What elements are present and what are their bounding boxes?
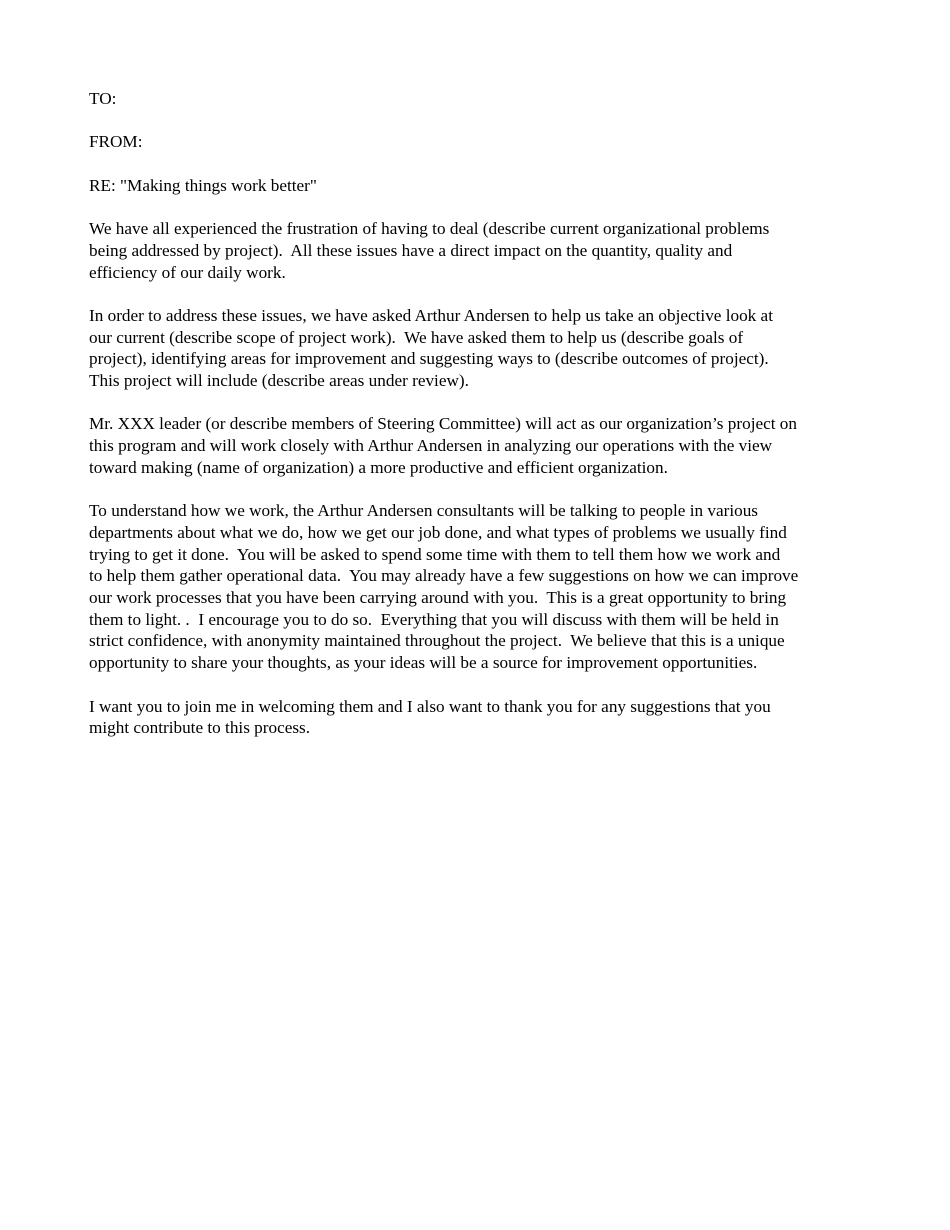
paragraph-closing bbox=[89, 696, 869, 739]
paragraph-line: departments about what we do, how we get our job done, and what types of problems we usually find bbox=[89, 522, 787, 542]
paragraph-line: toward making (name of organization) a more productive and efficient organization. bbox=[89, 457, 668, 477]
spacer bbox=[89, 479, 869, 501]
spacer bbox=[89, 110, 869, 132]
paragraph-line: opportunity to share your thoughts, as your ideas will be a source for improvement opportunities. bbox=[89, 653, 758, 673]
paragraph-line: to help them gather operational data. You may already have a few suggestions on how we can improve bbox=[89, 566, 799, 586]
spacer bbox=[89, 283, 869, 305]
paragraph-line: might contribute to this process. bbox=[89, 718, 311, 738]
paragraph-consultant-process bbox=[89, 500, 869, 674]
spacer bbox=[89, 674, 869, 696]
paragraph-line: them to light. . I encourage you to do so. Everything that you will discuss with them will be held in bbox=[89, 609, 779, 629]
subject-line: RE: "Making things work better" bbox=[89, 175, 317, 195]
paragraph-line: This project will include (describe areas under review). bbox=[89, 371, 469, 391]
paragraph-line: To understand how we work, the Arthur Andersen consultants will be talking to people in various bbox=[89, 501, 758, 521]
spacer bbox=[89, 392, 869, 414]
spacer bbox=[89, 153, 869, 175]
memo-body bbox=[89, 88, 869, 739]
paragraph-line: We have all experienced the frustration of having to deal (describe current organizational problems bbox=[89, 219, 770, 239]
paragraph-line: this program and will work closely with Arthur Andersen in analyzing our operations with the view bbox=[89, 436, 773, 456]
paragraph-line: our current (describe scope of project work). We have asked them to help us (describe goals of bbox=[89, 327, 744, 347]
paragraph-line: In order to address these issues, we have asked Arthur Andersen to help us take an objective look at bbox=[89, 305, 773, 325]
spacer bbox=[89, 196, 869, 218]
paragraph-line: project), identifying areas for improvement and suggesting ways to (describe outcomes of project). bbox=[89, 349, 769, 369]
paragraph-project-leader bbox=[89, 413, 869, 478]
paragraph-line: efficiency of our daily work. bbox=[89, 262, 286, 282]
paragraph-problem-statement bbox=[89, 218, 869, 283]
paragraph-line: being addressed by project). All these issues have a direct impact on the quantity, quality and bbox=[89, 240, 733, 260]
from-line: FROM: bbox=[89, 132, 143, 152]
paragraph-project-scope bbox=[89, 305, 869, 392]
paragraph-line: I want you to join me in welcoming them and I also want to thank you for any suggestions that you bbox=[89, 696, 771, 716]
paragraph-line: our work processes that you have been carrying around with you. This is a great opportunity to bring bbox=[89, 588, 787, 608]
paragraph-line: strict confidence, with anonymity maintained throughout the project. We believe that this is a unique bbox=[89, 631, 785, 651]
to-line: TO: bbox=[89, 89, 117, 108]
paragraph-line: Mr. XXX leader (or describe members of Steering Committee) will act as our organization’s project on bbox=[89, 414, 797, 434]
paragraph-line: trying to get it done. You will be asked to spend some time with them to tell them how we work and bbox=[89, 544, 781, 564]
